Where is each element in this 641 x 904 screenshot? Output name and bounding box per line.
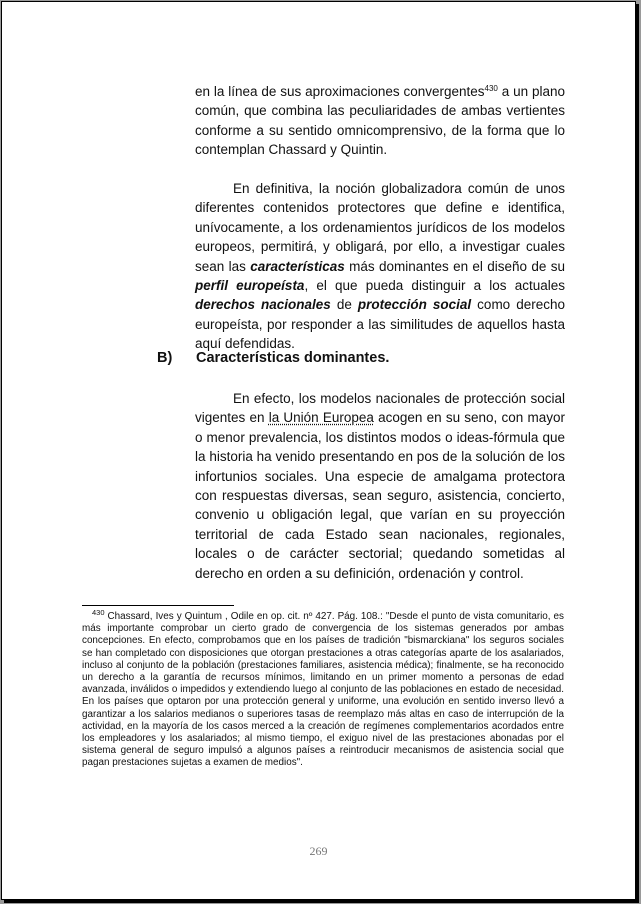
paragraph-text: En definitiva, la noción globalizadora común de unos diferentes contenidos protectores que define e identifica, unívocamente, a los ordenamientos jurídicos de los modelos europeos, permitirá, y obligará, por ello, a investigar cuales sean las [195, 181, 565, 274]
section-title: Características dominantes. [196, 350, 390, 366]
emphasis-caracteristicas: características [250, 258, 345, 274]
paragraph-text: En efecto, los modelos nacionales de protección social vigentes en [195, 391, 565, 426]
emphasis-derechos-nacionales: derechos nacionales [195, 297, 331, 313]
paragraph-text: de [330, 297, 358, 313]
page-number: 269 [309, 844, 328, 858]
section-number: B) [157, 350, 173, 366]
paragraph-text: a un plano común, que combina las peculiaridades de ambas vertientes conforme a su sentido omnicomprensivo, de la forma que lo contemplan Chassard y Quintin. [195, 84, 565, 158]
footnote-separator [82, 605, 234, 606]
paragraph-text: acogen en su seno, con mayor o menor prevalencia, los distintos modos o ideas-fórmula que la historia ha venido presentando en pos de la solución de los infortunios sociales. Una especie de amalgama protectora con respuestas diversas, sean seguro, asistencia, concierto, convenio u obligación legal, que varían en su proyección territorial de cada Estado sean nacionales, regionales, locales o de carácter sectorial; quedando sometidas al derecho en orden a su definición, ordenación y control. [195, 410, 565, 581]
footnote [82, 608, 564, 770]
paragraph-text: en la línea de sus aproximaciones convergentes [195, 84, 485, 99]
paragraph-text: más dominantes en el diseño de su [344, 258, 565, 274]
footnote-reference[interactable]: 430 [484, 84, 498, 93]
emphasis-proteccion-social: protección social [357, 297, 472, 313]
paragraph-text: como derecho europeísta, por responder a las similitudes de aquellos hasta aquí defendidas. [195, 297, 565, 352]
section-heading [157, 350, 577, 366]
footnote-text: Chassard, Ives y Quintum , Odile en op. cit. nº 427. Pág. 108.: "Desde el punto de vista comunitario, es más importante comprobar un cierto grado de convergencia de los sistemas generados por ambas concepciones. En efecto, comprobamos que en los países de tradición "bismarckiana" los seguros sociales se han completado con disposiciones que otorgan prestaciones a otras categorías aparte de los asalariados, incluso al conjunto de la población (prestaciones familiares, asistencia médica); finalmente, se ha reconocido un derecho a la garantía de recursos mínimos, limitando en un primer momento a personas de edad avanzada, inválidos o impedidos y extendiendo luego al conjunto de las poblaciones en estado de necesidad. En los países que optaron por una protección general y uniforme, una evolución en sentido inverso llevó a garantizar a los salarios medianos o superiores tasas de reemplazo más altas en caso de interrupción de la actividad, en la mayoría de los casos merced a la creación de regímenes complementarios acordados entre los empleadores y los asalariados; al mismo tiempo, el exiguo nivel de las prestaciones abonadas por el sistema general de seguro impulsó a algunos países a reintroducir mecanismos de asistencia social que pagan prestaciones sujetas a examen de medios". [82, 611, 564, 769]
emphasis-perfil-europeista: perfil europeísta [195, 278, 305, 294]
paragraph-text: , el que pueda distinguir a los actuales [304, 278, 566, 294]
footnote-number: 430 [92, 608, 105, 617]
paragraph-efecto [195, 389, 565, 583]
paragraph-definitiva [195, 179, 565, 354]
document-page [1, 1, 636, 900]
union-europea-link[interactable]: la Unión Europea [268, 410, 374, 426]
paragraph-continuation [195, 82, 565, 160]
